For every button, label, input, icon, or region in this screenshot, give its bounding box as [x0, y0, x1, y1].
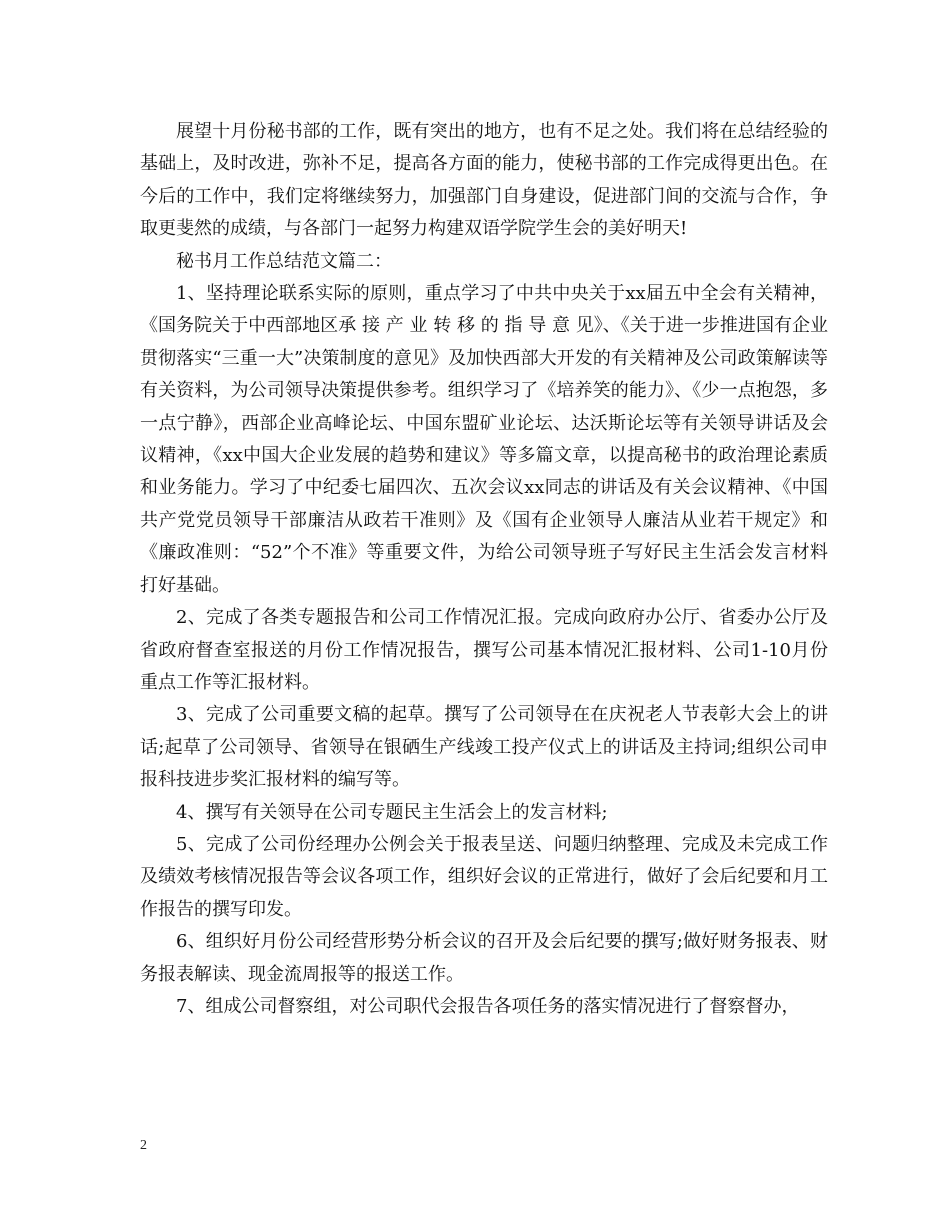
paragraph-item-6: 6、组织好月份公司经营形势分析会议的召开及会后纪要的撰写;做好财务报表、财务报表解读、现金流周报等的报送工作。 — [140, 931, 828, 985]
document-body — [140, 116, 828, 1023]
paragraph-item-2: 2、完成了各类专题报告和公司工作情况汇报。完成向政府办公厅、省委办公厅及省政府督查室报送的月份工作情况报告，撰写公司基本情况汇报材料、公司1-10月份重点工作等汇报材料。 — [140, 607, 828, 693]
page-number: 2 — [140, 1138, 147, 1153]
paragraph-item-5: 5、完成了公司份经理办公例会关于报表呈送、问题归纳整理、完成及未完成工作及绩效考核情况报告等会议各项工作，组织好会议的正常进行，做好了会后纪要和月工作报告的撰写印发。 — [140, 833, 828, 920]
paragraph-heading-part-two: 秘书月工作总结范文篇二： — [176, 250, 392, 272]
paragraph-item-4: 4、撰写有关领导在公司专题民主生活会上的发言材料; — [176, 801, 608, 823]
paragraph-outlook: 展望十月份秘书部的工作，既有突出的地方，也有不足之处。我们将在总结经验的基础上，及时改进，弥补不足，提高各方面的能力，使秘书部的工作完成得更出色。在今后的工作中，我们定将继续努力，加强部门自身建设，促进部门间的交流与合作，争取更斐然的成绩，与各部门一起努力构建双语学院学生会的美好明天! — [140, 121, 828, 240]
paragraph-item-3: 3、完成了公司重要文稿的起草。撰写了公司领导在在庆祝老人节表彰大会上的讲话;起草了公司领导、省领导在银硒生产线竣工投产仪式上的讲话及主持词;组织公司申报科技进步奖汇报材料的编写等。 — [140, 704, 828, 791]
paragraph-item-1: 1、坚持理论联系实际的原则，重点学习了中共中央关于xx届五中全会有关精神，《国务院关于中西部地区承 接 产 业 转 移 的 指 导 意 见》、《关于进一步推进国有企业贯彻落实“三重一大”决策制度的意见》及加快西部大开发的有关精神及公司政策解读等有关资料，为公司领导决策提供参考。组织学习了《培养笑的能力》、《少一点抱怨，多一点宁静》，西部企业高峰论坛、中国东盟矿业论坛、达沃斯论坛等有关领导讲话及会议精神，《xx中国大企业发展的趋势和建议》等多篇文章，以提高秘书的政治理论素质和业务能力。学习了中纪委七届四次、五次会议xx同志的讲话及有关会议精神、《中国共产党党员领导干部廉洁从政若干准则》及《国有企业领导人廉洁从业若干规定》和《廉政准则：“52”个不准》等重要文件，为给公司领导班子写好民主生活会发言材料打好基础。 — [140, 283, 828, 596]
paragraph-item-7: 7、组成公司督察组，对公司职代会报告各项任务的落实情况进行了督察督办， — [176, 995, 800, 1017]
